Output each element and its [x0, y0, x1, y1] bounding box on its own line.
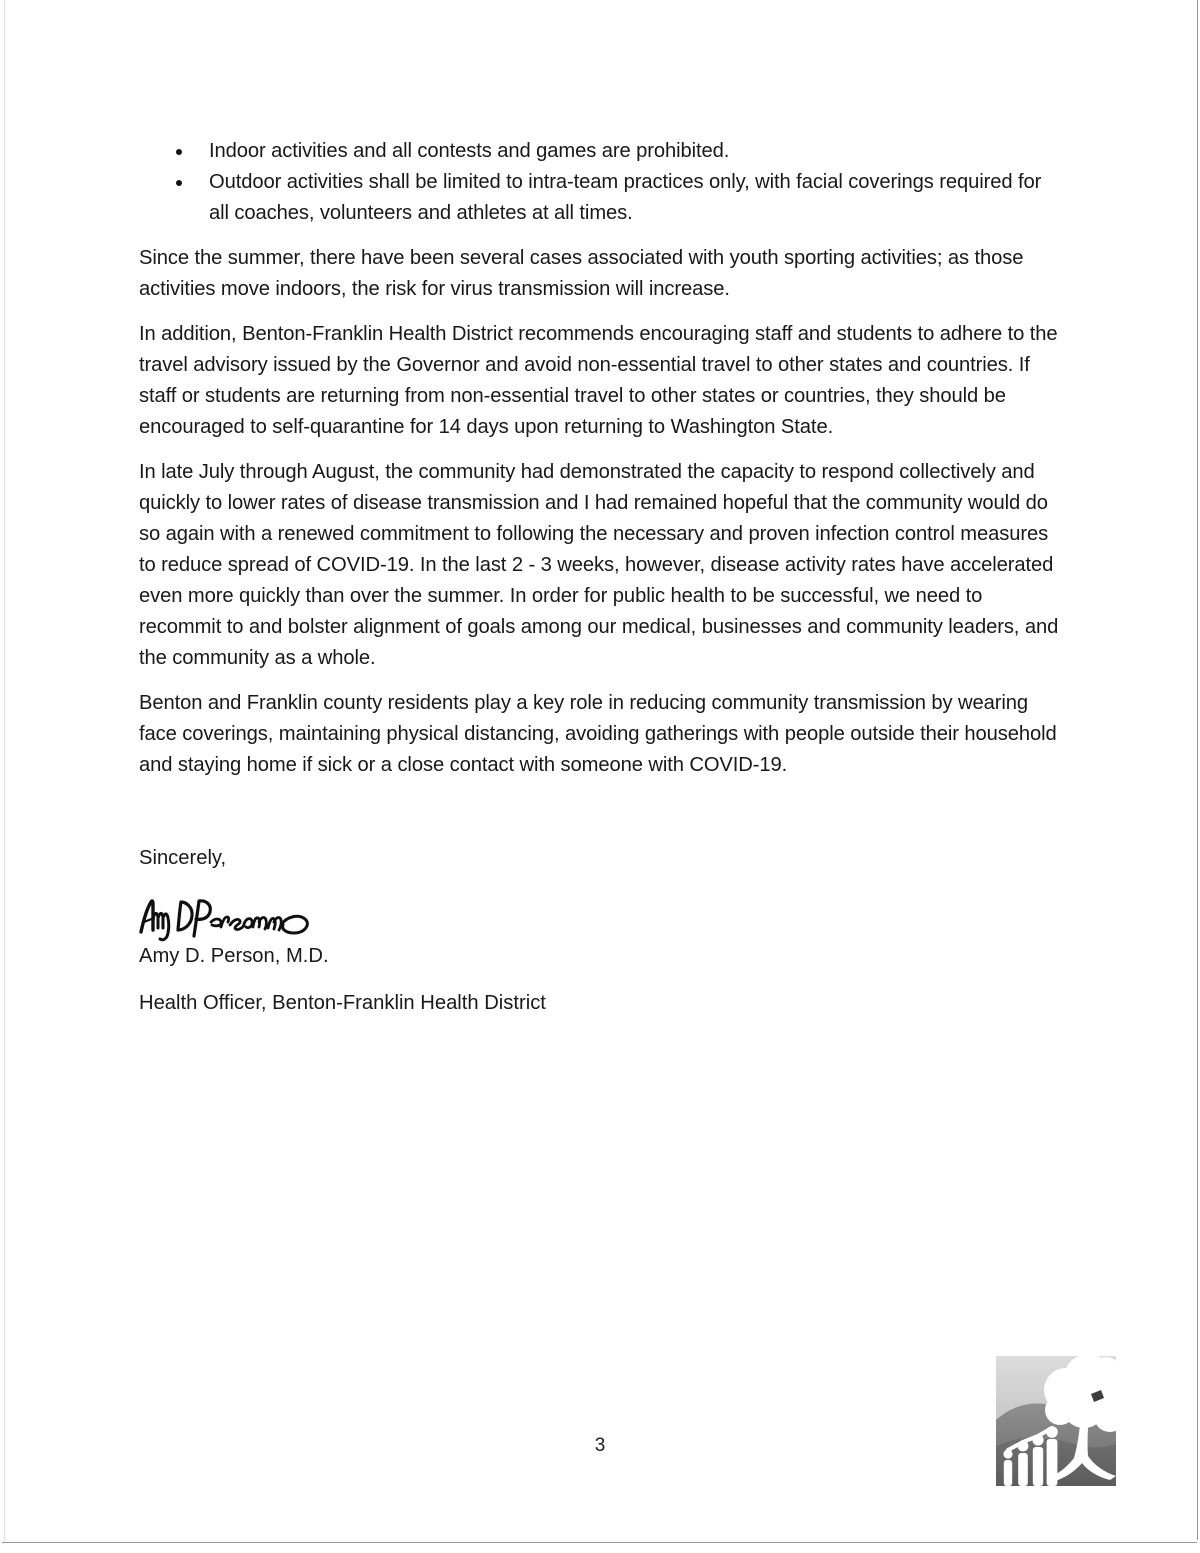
- scan-edge-bottom: [2, 1542, 1197, 1543]
- paragraph-youth-sports: Since the summer, there have been several cases associated with youth sporting activities; as those activities move indoors, the risk for virus transmission will increase.: [139, 247, 1024, 300]
- paragraph-summer-response: In late July through August, the community had demonstrated the capacity to respond collectively and quickly to lower rates of disease transmission and I had remained hopeful that the community would do so again with a renewed commitment to following the necessary and proven infection control measures to reduce spread of COVID-19. In the last 2 - 3 weeks, however, disease activity rates have accelerated even more quickly than over the summer. In order for public health to be successful, we need to recommit to and bolster alignment of goals among our medical, businesses and community leaders, and the community as a whole.: [139, 461, 1059, 669]
- closing-salutation: Sincerely,: [139, 847, 227, 869]
- list-item: Outdoor activities shall be limited to intra-team practices only, with facial coverings required for all coaches, volunteers and athletes at all times.: [139, 167, 1061, 229]
- closing-block: [139, 843, 1061, 1019]
- page-number: 3: [594, 1435, 606, 1456]
- list-item: Indoor activities and all contests and games are prohibited.: [139, 136, 1061, 167]
- signer-title: Health Officer, Benton-Franklin Health District: [139, 992, 546, 1014]
- scan-edge-left: [4, 0, 5, 1542]
- restrictions-bullet-list: [139, 136, 1061, 229]
- signature-area: [139, 892, 1061, 944]
- benton-franklin-health-district-logo-icon: [988, 1350, 1130, 1492]
- letter-body: [139, 136, 1061, 1019]
- scan-edge-right: [1197, 0, 1198, 1540]
- paragraph-resident-role: Benton and Franklin county residents play a key role in reducing community transmission by wearing face coverings, maintaining physical distancing, avoiding gatherings with people outside their household and staying home if sick or a close contact with someone with COVID-19.: [139, 692, 1057, 776]
- signer-name: Amy D. Person, M.D.: [139, 945, 329, 967]
- paragraph-travel-advisory: In addition, Benton-Franklin Health District recommends encouraging staff and students to adhere to the travel advisory issued by the Governor and avoid non-essential travel to other states and countries. If staff or students are returning from non-essential travel to other states or countries, they should be encouraged to self-quarantine for 14 days upon returning to Washington State.: [139, 323, 1058, 438]
- handwritten-signature-icon: [137, 892, 337, 944]
